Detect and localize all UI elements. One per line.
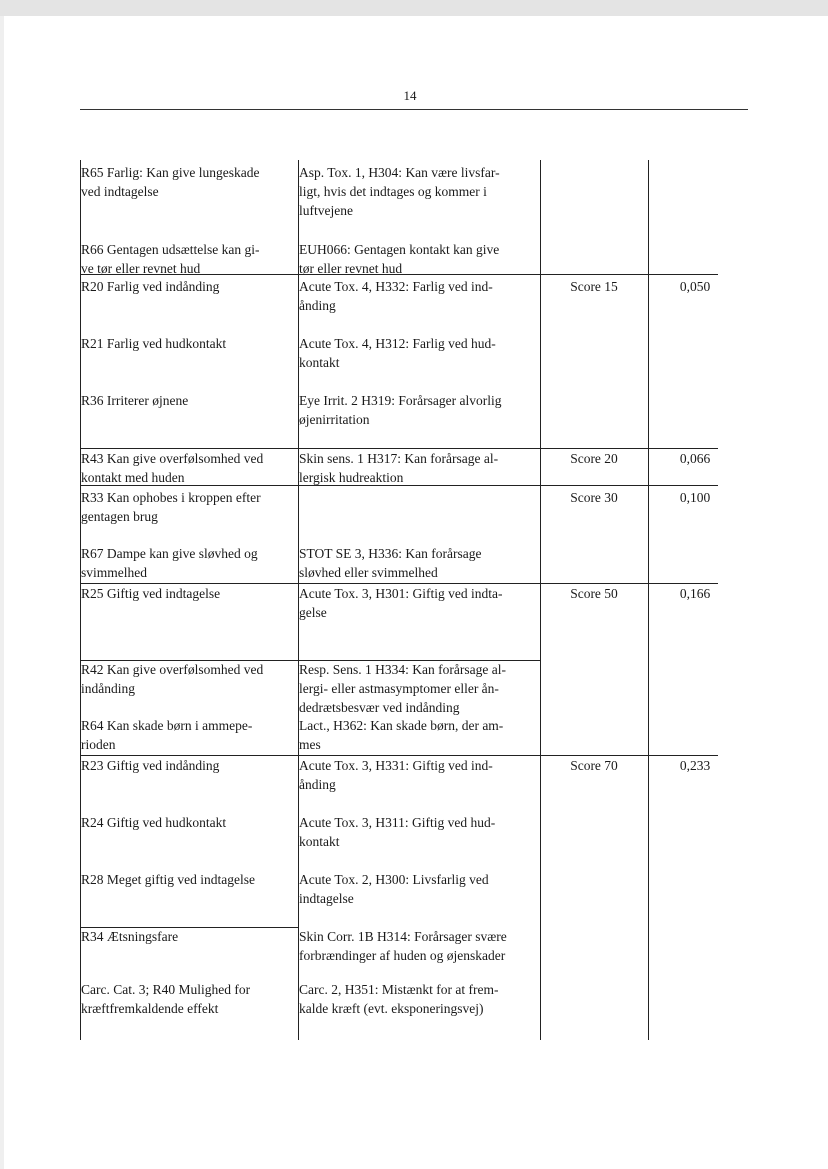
r-phrase-cell: R42 Kan give overfølsomhed ved indånding xyxy=(81,662,264,696)
r-phrase-cell: R24 Giftig ved hudkontakt xyxy=(81,815,227,830)
factor-cell: 0,233 xyxy=(679,758,711,773)
scan-left-shade xyxy=(0,16,4,1169)
h-phrase-cell: Acute Tox. 3, H331: Giftig ved ind- ånding xyxy=(299,758,493,792)
h-phrase-cell: Acute Tox. 2, H300: Livsfarlig ved indtagelse xyxy=(299,872,489,906)
h-phrase-cell: Eye Irrit. 2 H319: Forårsager alvorlig øjenirritation xyxy=(299,393,502,427)
h-phrase-cell: Acute Tox. 4, H312: Farlig ved hud- kontakt xyxy=(299,336,496,370)
h-phrase-cell: Asp. Tox. 1, H304: Kan være livsfar- ligt, hvis det indtages og kommer i luftvejene xyxy=(299,165,500,218)
factor-cell: 0,066 xyxy=(679,451,711,466)
scan-top-strip xyxy=(0,0,828,16)
h-phrase-cell: STOT SE 3, H336: Kan forårsage sløvhed eller svimmelhed xyxy=(299,546,482,580)
r-phrase-cell: R66 Gentagen udsættelse kan gi- ve tør eller revnet hud xyxy=(81,242,260,276)
r-phrase-cell: Carc. Cat. 3; R40 Mulighed for kræftfremkaldende effekt xyxy=(81,982,251,1016)
factor-cell: 0,050 xyxy=(679,279,711,294)
score-cell: Score 20 xyxy=(570,451,618,466)
classification-table xyxy=(80,160,718,1040)
r-phrase-cell: R25 Giftig ved indtagelse xyxy=(81,586,221,601)
r-phrase-cell: R28 Meget giftig ved indtagelse xyxy=(81,872,255,887)
r-phrase-cell: R43 Kan give overfølsomhed ved kontakt med huden xyxy=(81,451,264,485)
h-phrase-cell: Resp. Sens. 1 H334: Kan forårsage al- lergi- eller astmasymptomer eller ån- dedrætsbesvær ved indånding xyxy=(299,662,506,715)
score-cell: Score 30 xyxy=(570,490,618,505)
score-cell: Score 50 xyxy=(570,586,618,601)
r-phrase-cell: R33 Kan ophobes i kroppen efter gentagen brug xyxy=(81,490,261,524)
h-phrase-cell: Acute Tox. 3, H301: Giftig ved indta- gelse xyxy=(299,586,503,620)
r-phrase-cell: R20 Farlig ved indånding xyxy=(81,279,220,294)
r-phrase-cell: R36 Irriterer øjnene xyxy=(81,393,189,408)
h-phrase-cell: Carc. 2, H351: Mistænkt for at frem- kalde kræft (evt. eksponeringsvej) xyxy=(299,982,499,1016)
header-rule xyxy=(80,109,748,110)
factor-cell: 0,100 xyxy=(679,490,711,505)
r-phrase-cell: R34 Ætsningsfare xyxy=(81,929,179,944)
h-phrase-cell: Acute Tox. 4, H332: Farlig ved ind- ånding xyxy=(299,279,493,313)
r-phrase-cell: R23 Giftig ved indånding xyxy=(81,758,220,773)
h-phrase-cell: Lact., H362: Kan skade børn, der am- mes xyxy=(299,718,504,752)
h-phrase-cell: Skin Corr. 1B H314: Forårsager svære forbrændinger af huden og øjenskader xyxy=(299,929,507,963)
score-cell: Score 70 xyxy=(570,758,618,773)
score-cell: Score 15 xyxy=(570,279,618,294)
r-phrase-cell: R67 Dampe kan give sløvhed og svimmelhed xyxy=(81,546,258,580)
r-phrase-cell: R65 Farlig: Kan give lungeskade ved indtagelse xyxy=(81,165,260,199)
r-phrase-cell: R21 Farlig ved hudkontakt xyxy=(81,336,227,351)
h-phrase-cell: EUH066: Gentagen kontakt kan give tør eller revnet hud xyxy=(299,242,500,276)
page-number: 14 xyxy=(403,88,417,103)
r-phrase-cell: R64 Kan skade børn i ammepe- rioden xyxy=(81,718,253,752)
h-phrase-cell: Skin sens. 1 H317: Kan forårsage al- lergisk hudreaktion xyxy=(299,451,499,485)
factor-cell: 0,166 xyxy=(679,586,711,601)
h-phrase-cell: Acute Tox. 3, H311: Giftig ved hud- kontakt xyxy=(299,815,496,849)
